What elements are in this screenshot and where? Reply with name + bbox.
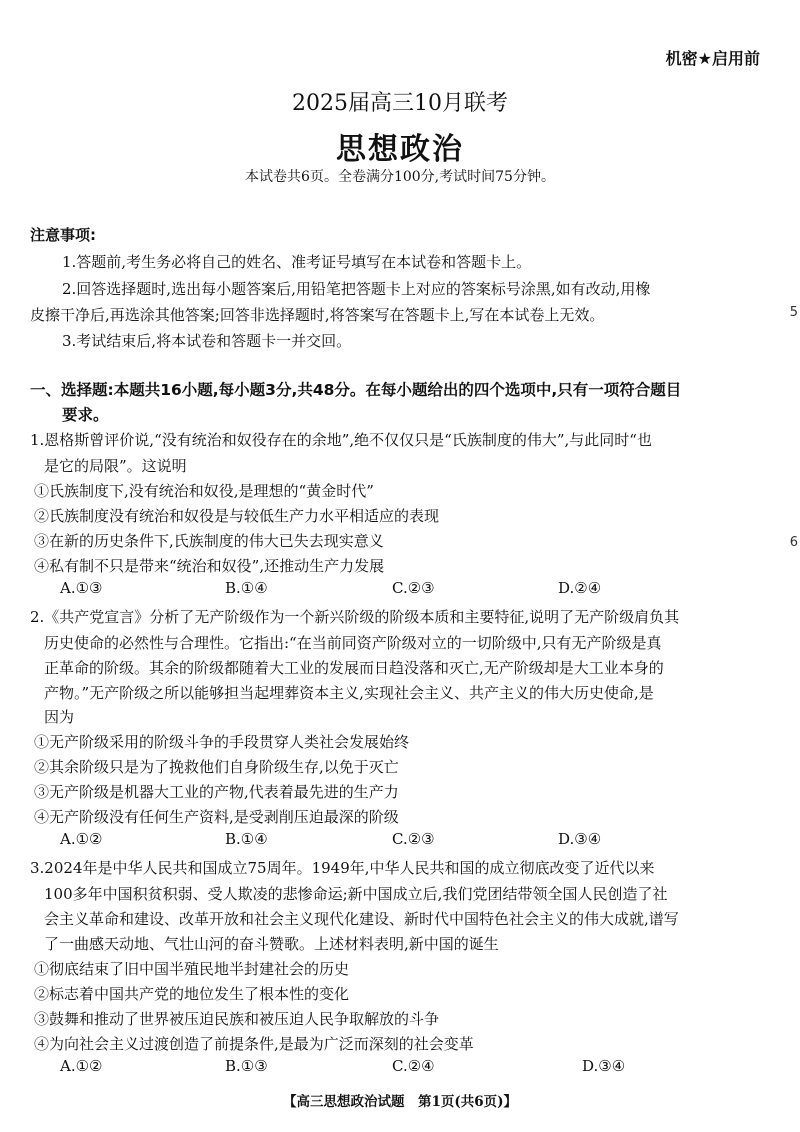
q1-item-4: ④私有制不只是带来“统治和奴役”,还推动生产力发展 <box>34 557 385 575</box>
q2-item-3: ③无产阶级是机器大工业的产物,代表着最先进的生产力 <box>34 783 399 801</box>
q1-option-b: B.①④ <box>225 579 268 597</box>
q1-item-3: ③在新的历史条件下,氏族制度的伟大已失去现实意义 <box>34 532 384 550</box>
q2-item-2: ②其余阶级只是为了挽救他们自身阶级生存,以免于灭亡 <box>34 758 399 776</box>
q3-option-c: C.②④ <box>392 1057 435 1075</box>
q2-option-b: B.①④ <box>225 830 268 848</box>
section-title-line1: 一、选择题:本题共16小题,每小题3分,共48分。在每小题给出的四个选项中,只有一项符合题目 <box>30 381 682 399</box>
q1-option-d: D.②④ <box>558 579 602 597</box>
q3-option-a: A.①② <box>60 1057 103 1075</box>
q3-option-d: D.③④ <box>582 1057 626 1075</box>
notice-item-3: 3.考试结束后,将本试卷和答题卡一并交回。 <box>62 332 352 350</box>
q2-stem-line4: 产物。”无产阶级之所以能够担当起埋葬资本主义,实现社会主义、共产主义的伟大历史使命,是 <box>44 684 654 702</box>
subject-title: 思想政治 <box>336 132 464 167</box>
q1-item-1: ①氏族制度下,没有统治和奴役,是理想的“黄金时代” <box>34 482 374 500</box>
q3-stem-line2: 100多年中国积贫积弱、受人欺凌的悲惨命运;新中国成立后,我们党团结带领全国人民创造了社 <box>44 885 668 903</box>
exam-title: 2025届高三10月联考 <box>292 91 508 116</box>
q3-item-3: ③鼓舞和推动了世界被压迫民族和被压迫人民争取解放的斗争 <box>34 1010 440 1028</box>
notice-heading: 注意事项: <box>30 226 96 244</box>
margin-mark: 6 <box>789 535 798 550</box>
q3-stem-line3: 会主义革命和建设、改革开放和社会主义现代化建设、新时代中国特色社会主义的伟大成就,谱写 <box>44 910 679 928</box>
q3-item-1: ①彻底结束了旧中国半殖民地半封建社会的历史 <box>34 960 350 978</box>
q1-item-2: ②氏族制度没有统治和奴役是与较低生产力水平相适应的表现 <box>34 507 440 525</box>
q2-stem-line1: 2.《共产党宣言》分析了无产阶级作为一个新兴阶级的阶级本质和主要特征,说明了无产阶级肩负其 <box>30 608 680 626</box>
q3-item-4: ④为向社会主义过渡创造了前提条件,是最为广泛而深刻的社会变革 <box>34 1035 474 1053</box>
q1-option-a: A.①③ <box>60 579 103 597</box>
q3-item-2: ②标志着中国共产党的地位发生了根本性的变化 <box>34 985 350 1003</box>
notice-item-2-line2: 皮擦干净后,再选涂其他答案;回答非选择题时,将答案写在答题卡上,写在本试卷上无效。 <box>30 306 605 324</box>
q2-option-c: C.②③ <box>392 830 435 848</box>
q3-stem-line4: 了一曲感天动地、气壮山河的奋斗赞歌。上述材料表明,新中国的诞生 <box>44 935 499 953</box>
exam-info: 本试卷共6页。全卷满分100分,考试时间75分钟。 <box>245 169 555 185</box>
q2-item-1: ①无产阶级采用的阶级斗争的手段贯穿人类社会发展始终 <box>34 733 410 751</box>
q1-stem-line2: 是它的局限”。这说明 <box>44 457 187 475</box>
q2-item-4: ④无产阶级没有任何生产资料,是受剥削压迫最深的阶级 <box>34 808 399 826</box>
q1-option-c: C.②③ <box>392 579 435 597</box>
confidential-label: 机密★启用前 <box>665 49 760 68</box>
notice-item-1: 1.答题前,考生务必将自己的姓名、准考证号填写在本试卷和答题卡上。 <box>62 253 532 271</box>
q2-stem-line5: 因为 <box>44 708 75 726</box>
q2-stem-line3: 正革命的阶级。其余的阶级都随着大工业的发展而日趋没落和灭亡,无产阶级却是大工业本身的 <box>44 659 664 677</box>
q2-stem-line2: 历史使命的必然性与合理性。它指出:“在当前同资产阶级对立的一切阶级中,只有无产阶级是真 <box>44 634 662 652</box>
q2-option-a: A.①② <box>60 830 103 848</box>
margin-mark: 5 <box>789 305 798 320</box>
q2-option-d: D.③④ <box>558 830 602 848</box>
page-footer: 【高三思想政治试题 第1页(共6页)】 <box>282 1094 518 1110</box>
q1-stem-line1: 1.恩格斯曾评价说,“没有统治和奴役存在的余地”,绝不仅仅只是“氏族制度的伟大”,与此同时“也 <box>30 431 652 449</box>
section-title-line2: 要求。 <box>62 406 109 424</box>
q3-option-b: B.①③ <box>225 1057 268 1075</box>
q3-stem-line1: 3.2024年是中华人民共和国成立75周年。1949年,中华人民共和国的成立彻底改变了近代以来 <box>30 859 655 877</box>
notice-item-2-line1: 2.回答选择题时,选出每小题答案后,用铅笔把答题卡上对应的答案标号涂黑,如有改动,用橡 <box>62 280 651 298</box>
